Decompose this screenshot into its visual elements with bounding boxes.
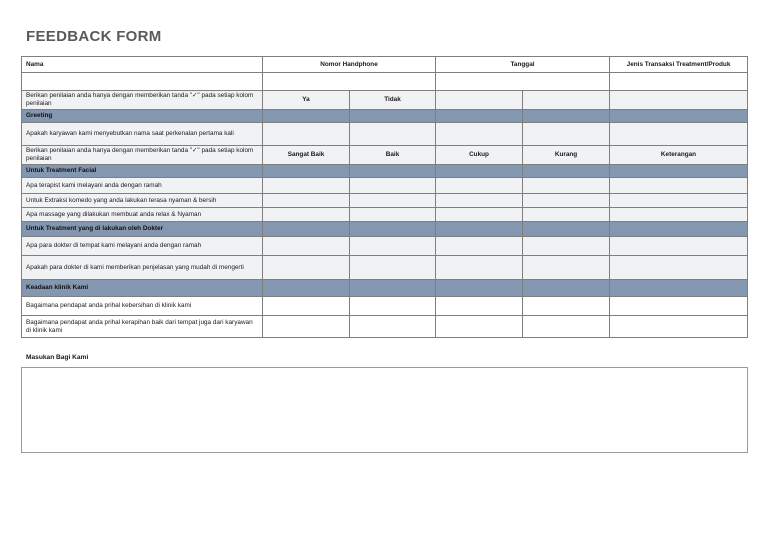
tanggal-input-cell[interactable] (436, 73, 610, 91)
question-dokter-1: Apa para dokter di tempat kami melayani anda dengan ramah (22, 237, 263, 256)
answer-cell[interactable] (263, 297, 350, 316)
keterangan-cell[interactable] (610, 297, 748, 316)
nama-input-cell[interactable] (22, 73, 263, 91)
jenis-input-cell[interactable] (610, 73, 748, 91)
answer-cell[interactable] (436, 297, 523, 316)
answer-cell[interactable] (350, 297, 436, 316)
answer-cell[interactable] (436, 237, 523, 256)
rating-kurang: Kurang (523, 146, 610, 165)
rating-cukup: Cukup (436, 146, 523, 165)
rating-sangat-baik: Sangat Baik (263, 146, 350, 165)
keterangan-cell[interactable] (610, 194, 748, 208)
feedback-table (21, 56, 748, 338)
question-dokter-2: Apakah para dokter di kami memberikan penjelasan yang mudah di mengerti (22, 256, 263, 280)
answer-cell[interactable] (350, 237, 436, 256)
instruction-text: Berikan penilaian anda hanya dengan memberikan tanda "✓" pada setiap kolom penilaian (22, 91, 263, 110)
answer-cell[interactable] (263, 178, 350, 194)
answer-cell[interactable] (350, 256, 436, 280)
answer-cell[interactable] (263, 208, 350, 222)
question-facial-3: Apa massage yang dilakukan membuat anda relax & Nyaman (22, 208, 263, 222)
answer-cell[interactable] (523, 316, 610, 338)
question-greeting: Apakah karyawan kami menyebutkan nama saat perkenalan pertama kali (22, 123, 263, 146)
question-facial-2: Untuk Extraksi komedo yang anda lakukan terasa nyaman & bersih (22, 194, 263, 208)
answer-cell[interactable] (436, 178, 523, 194)
nomor-hp-input-cell[interactable] (263, 73, 436, 91)
rating-keterangan: Keterangan (610, 146, 748, 165)
answer-cell[interactable] (436, 316, 523, 338)
answer-cell[interactable] (263, 237, 350, 256)
masukan-label: Masukan Bagi Kami (26, 354, 89, 361)
header-jenis: Jenis Transaksi Treatment/Produk (610, 57, 748, 73)
keterangan-cell[interactable] (610, 237, 748, 256)
answer-cell[interactable] (350, 178, 436, 194)
answer-cell[interactable] (523, 178, 610, 194)
answer-cell[interactable] (263, 123, 350, 146)
rating-baik: Baik (350, 146, 436, 165)
answer-cell[interactable] (350, 194, 436, 208)
answer-cell[interactable] (523, 297, 610, 316)
answer-cell[interactable] (523, 208, 610, 222)
answer-cell[interactable] (350, 316, 436, 338)
answer-cell[interactable] (263, 256, 350, 280)
tidak-header: Tidak (350, 91, 436, 110)
question-facial-1: Apa terapist kami melayani anda dengan ramah (22, 178, 263, 194)
answer-cell[interactable] (436, 256, 523, 280)
header-tanggal: Tanggal (436, 57, 610, 73)
section-facial: Untuk Treatment Facial (22, 165, 263, 178)
keterangan-cell[interactable] (610, 256, 748, 280)
section-klinik: Keadaan klinik Kami (22, 280, 263, 297)
masukan-textbox[interactable] (21, 367, 748, 453)
question-klinik-1: Bagaimana pendapat anda prihal kebersihan di klinik kami (22, 297, 263, 316)
answer-cell[interactable] (523, 237, 610, 256)
keterangan-cell[interactable] (610, 208, 748, 222)
answer-cell[interactable] (523, 194, 610, 208)
answer-cell[interactable] (436, 208, 523, 222)
answer-cell[interactable] (263, 194, 350, 208)
question-klinik-2: Bagaimana pendapat anda prihal kerapihan baik dari tempat juga dari karyawan di klinik kami (22, 316, 263, 338)
section-greeting: Greeting (22, 110, 263, 123)
answer-cell[interactable] (350, 123, 436, 146)
answer-cell[interactable] (523, 256, 610, 280)
header-nomor-hp: Nomor Handphone (263, 57, 436, 73)
section-dokter: Untuk Treatment yang di lakukan oleh Dokter (22, 222, 263, 237)
ya-header: Ya (263, 91, 350, 110)
instruction-text: Berikan penilaian anda hanya dengan memberikan tanda "✓" pada setiap kolom penilaian (22, 146, 263, 165)
header-nama: Nama (22, 57, 263, 73)
answer-cell[interactable] (350, 208, 436, 222)
keterangan-cell[interactable] (610, 316, 748, 338)
answer-cell[interactable] (436, 194, 523, 208)
answer-cell[interactable] (263, 316, 350, 338)
form-title: FEEDBACK FORM (26, 28, 162, 45)
keterangan-cell[interactable] (610, 178, 748, 194)
